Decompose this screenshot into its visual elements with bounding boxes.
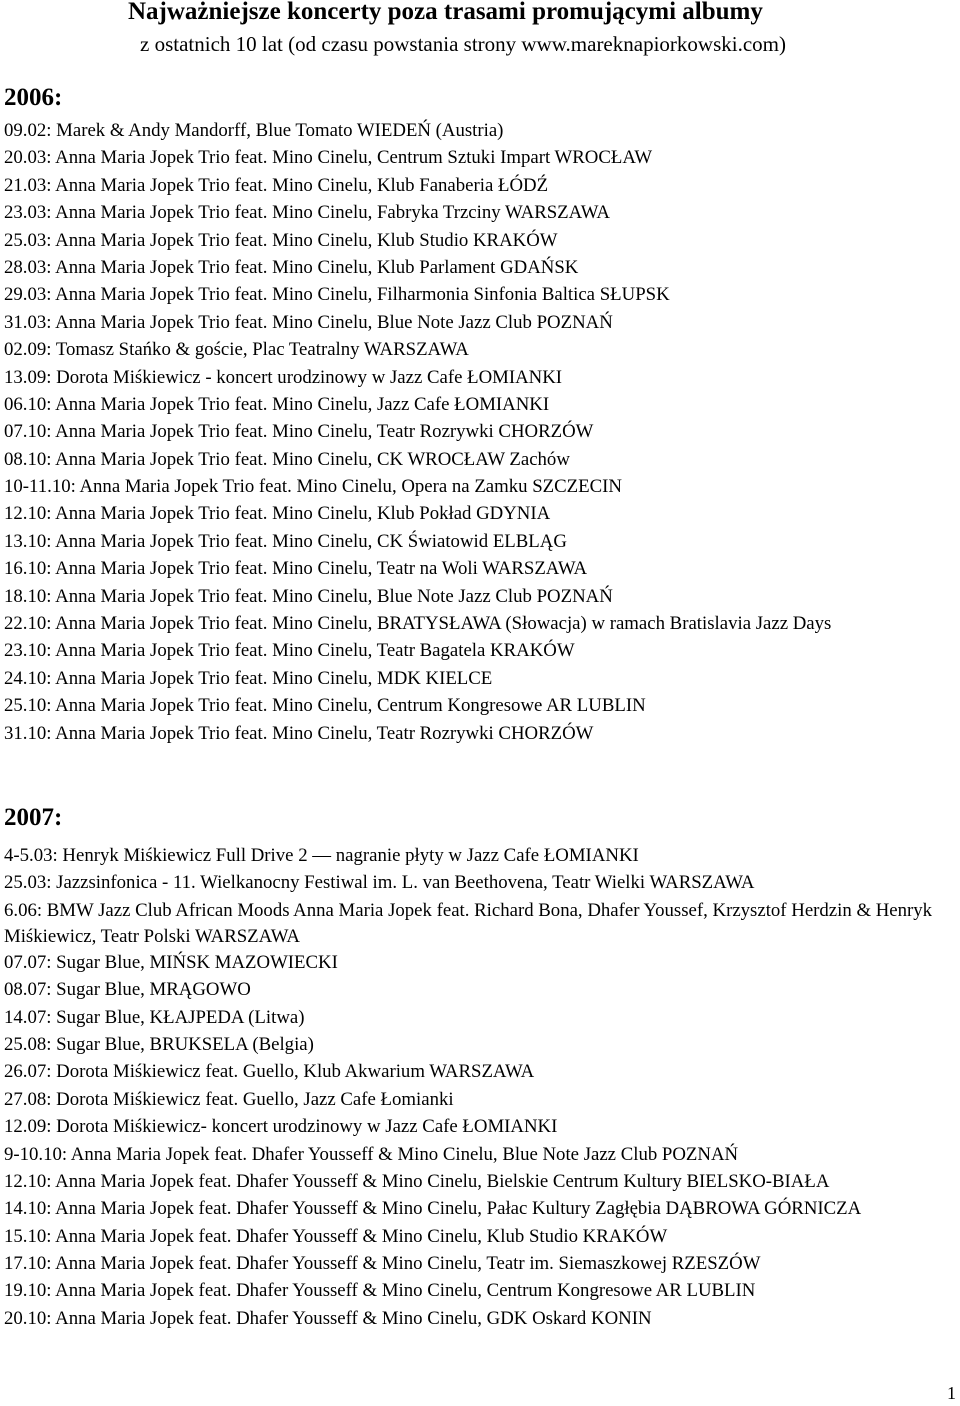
concert-entry: 31.03: Anna Maria Jopek Trio feat. Mino Cinelu, Blue Note Jazz Club POZNAŃ [4, 311, 613, 333]
concert-entry: 23.10: Anna Maria Jopek Trio feat. Mino Cinelu, Teatr Bagatela KRAKÓW [4, 640, 575, 662]
concert-entry: 26.07: Dorota Miśkiewicz feat. Guello, Klub Akwarium WARSZAWA [4, 1061, 535, 1083]
concert-entry: 23.03: Anna Maria Jopek Trio feat. Mino Cinelu, Fabryka Trzciny WARSZAWA [4, 202, 610, 224]
concert-entry: 16.10: Anna Maria Jopek Trio feat. Mino Cinelu, Teatr na Woli WARSZAWA [4, 558, 588, 580]
concert-entry: 27.08: Dorota Miśkiewicz feat. Guello, Jazz Cafe Łomianki [4, 1088, 454, 1110]
concert-entry: 29.03: Anna Maria Jopek Trio feat. Mino Cinelu, Filharmonia Sinfonia Baltica SŁUPSK [4, 284, 670, 306]
page-title: Najważniejsze koncerty poza trasami promującymi albumy [128, 0, 763, 25]
concert-entry: 07.10: Anna Maria Jopek Trio feat. Mino Cinelu, Teatr Rozrywki CHORZÓW [4, 421, 594, 443]
concert-entry: 25.08: Sugar Blue, BRUKSELA (Belgia) [4, 1033, 314, 1055]
concert-entry: 02.09: Tomasz Stańko & goście, Plac Teatralny WARSZAWA [4, 339, 469, 361]
year-heading-2007: 2007: [4, 804, 63, 831]
concert-entry: 14.07: Sugar Blue, KŁAJPEDA (Litwa) [4, 1006, 305, 1028]
concert-entry: 07.07: Sugar Blue, MIŃSK MAZOWIECKI [4, 951, 338, 973]
concert-entry: 08.10: Anna Maria Jopek Trio feat. Mino Cinelu, CK WROCŁAW Zachów [4, 448, 570, 470]
concert-entry: 4-5.03: Henryk Miśkiewicz Full Drive 2 — nagranie płyty w Jazz Cafe ŁOMIANKI [4, 845, 639, 866]
concert-entry: 9-10.10: Anna Maria Jopek feat. Dhafer Yousseff & Mino Cinelu, Blue Note Jazz Club POZNAŃ [4, 1143, 739, 1165]
concert-entry: 28.03: Anna Maria Jopek Trio feat. Mino Cinelu, Klub Parlament GDAŃSK [4, 256, 579, 278]
page-number: 1 [947, 1383, 956, 1403]
concert-entry: 06.10: Anna Maria Jopek Trio feat. Mino Cinelu, Jazz Cafe ŁOMIANKI [4, 393, 550, 415]
page-subtitle: z ostatnich 10 lat (od czasu powstania strony www.mareknapiorkowski.com) [140, 32, 786, 56]
concert-entry: 19.10: Anna Maria Jopek feat. Dhafer Yousseff & Mino Cinelu, Centrum Kongresowe AR LUBLIN [4, 1280, 756, 1302]
concert-entry: 22.10: Anna Maria Jopek Trio feat. Mino Cinelu, BRATYSŁAWA (Słowacja) w ramach Bratislavia Jazz Days [4, 613, 832, 635]
concert-entry: 6.06: BMW Jazz Club African Moods Anna Maria Jopek feat. Richard Bona, Dhafer Youssef, Krzysztof Herdzin & Henryk Miśkiewicz, Teatr Polski WARSZAWA [4, 899, 933, 947]
concert-entry: 12.10: Anna Maria Jopek Trio feat. Mino Cinelu, Klub Pokład GDYNIA [4, 503, 551, 525]
concert-entry: 15.10: Anna Maria Jopek feat. Dhafer Yousseff & Mino Cinelu, Klub Studio KRAKÓW [4, 1225, 668, 1247]
concert-entry: 21.03: Anna Maria Jopek Trio feat. Mino Cinelu, Klub Fanaberia ŁÓDŹ [4, 174, 549, 196]
concert-entry: 25.03: Anna Maria Jopek Trio feat. Mino Cinelu, Klub Studio KRAKÓW [4, 229, 558, 251]
concert-entry: 20.10: Anna Maria Jopek feat. Dhafer Yousseff & Mino Cinelu, GDK Oskard KONIN [4, 1307, 652, 1329]
year-heading-2006: 2006: [4, 84, 63, 111]
concert-entry: 25.10: Anna Maria Jopek Trio feat. Mino Cinelu, Centrum Kongresowe AR LUBLIN [4, 695, 646, 717]
concert-entry: 12.10: Anna Maria Jopek feat. Dhafer Yousseff & Mino Cinelu, Bielskie Centrum Kultury BIELSKO-BIAŁA [4, 1170, 830, 1192]
concert-entry: 13.10: Anna Maria Jopek Trio feat. Mino Cinelu, CK Światowid ELBLĄG [4, 530, 567, 552]
concert-entry: 31.10: Anna Maria Jopek Trio feat. Mino Cinelu, Teatr Rozrywki CHORZÓW [4, 722, 594, 744]
concert-entry: 09.02: Marek & Andy Mandorff, Blue Tomato WIEDEŃ (Austria) [4, 120, 504, 141]
concert-entry: 17.10: Anna Maria Jopek feat. Dhafer Yousseff & Mino Cinelu, Teatr im. Siemaszkowej RZESZÓW [4, 1253, 761, 1275]
concert-list-2006 [4, 118, 958, 748]
concert-entry: 12.09: Dorota Miśkiewicz- koncert urodzinowy w Jazz Cafe ŁOMIANKI [4, 1116, 558, 1138]
concert-entry: 20.03: Anna Maria Jopek Trio feat. Mino Cinelu, Centrum Sztuki Impart WROCŁAW [4, 147, 653, 169]
concert-entry: 13.09: Dorota Miśkiewicz - koncert urodzinowy w Jazz Cafe ŁOMIANKI [4, 366, 563, 388]
concert-entry: 25.03: Jazzsinfonica - 11. Wielkanocny Festiwal im. L. van Beethovena, Teatr Wielki WARSZAWA [4, 872, 755, 894]
concert-entry: 24.10: Anna Maria Jopek Trio feat. Mino Cinelu, MDK KIELCE [4, 667, 493, 689]
concert-entry: 14.10: Anna Maria Jopek feat. Dhafer Yousseff & Mino Cinelu, Pałac Kultury Zagłębia DĄBROWA GÓRNICZA [4, 1198, 862, 1220]
concert-entry: 08.07: Sugar Blue, MRĄGOWO [4, 979, 251, 1001]
concert-list-2007 [4, 843, 958, 1333]
concert-entry: 18.10: Anna Maria Jopek Trio feat. Mino Cinelu, Blue Note Jazz Club POZNAŃ [4, 585, 613, 607]
concert-entry: 10-11.10: Anna Maria Jopek Trio feat. Mino Cinelu, Opera na Zamku SZCZECIN [4, 476, 622, 498]
